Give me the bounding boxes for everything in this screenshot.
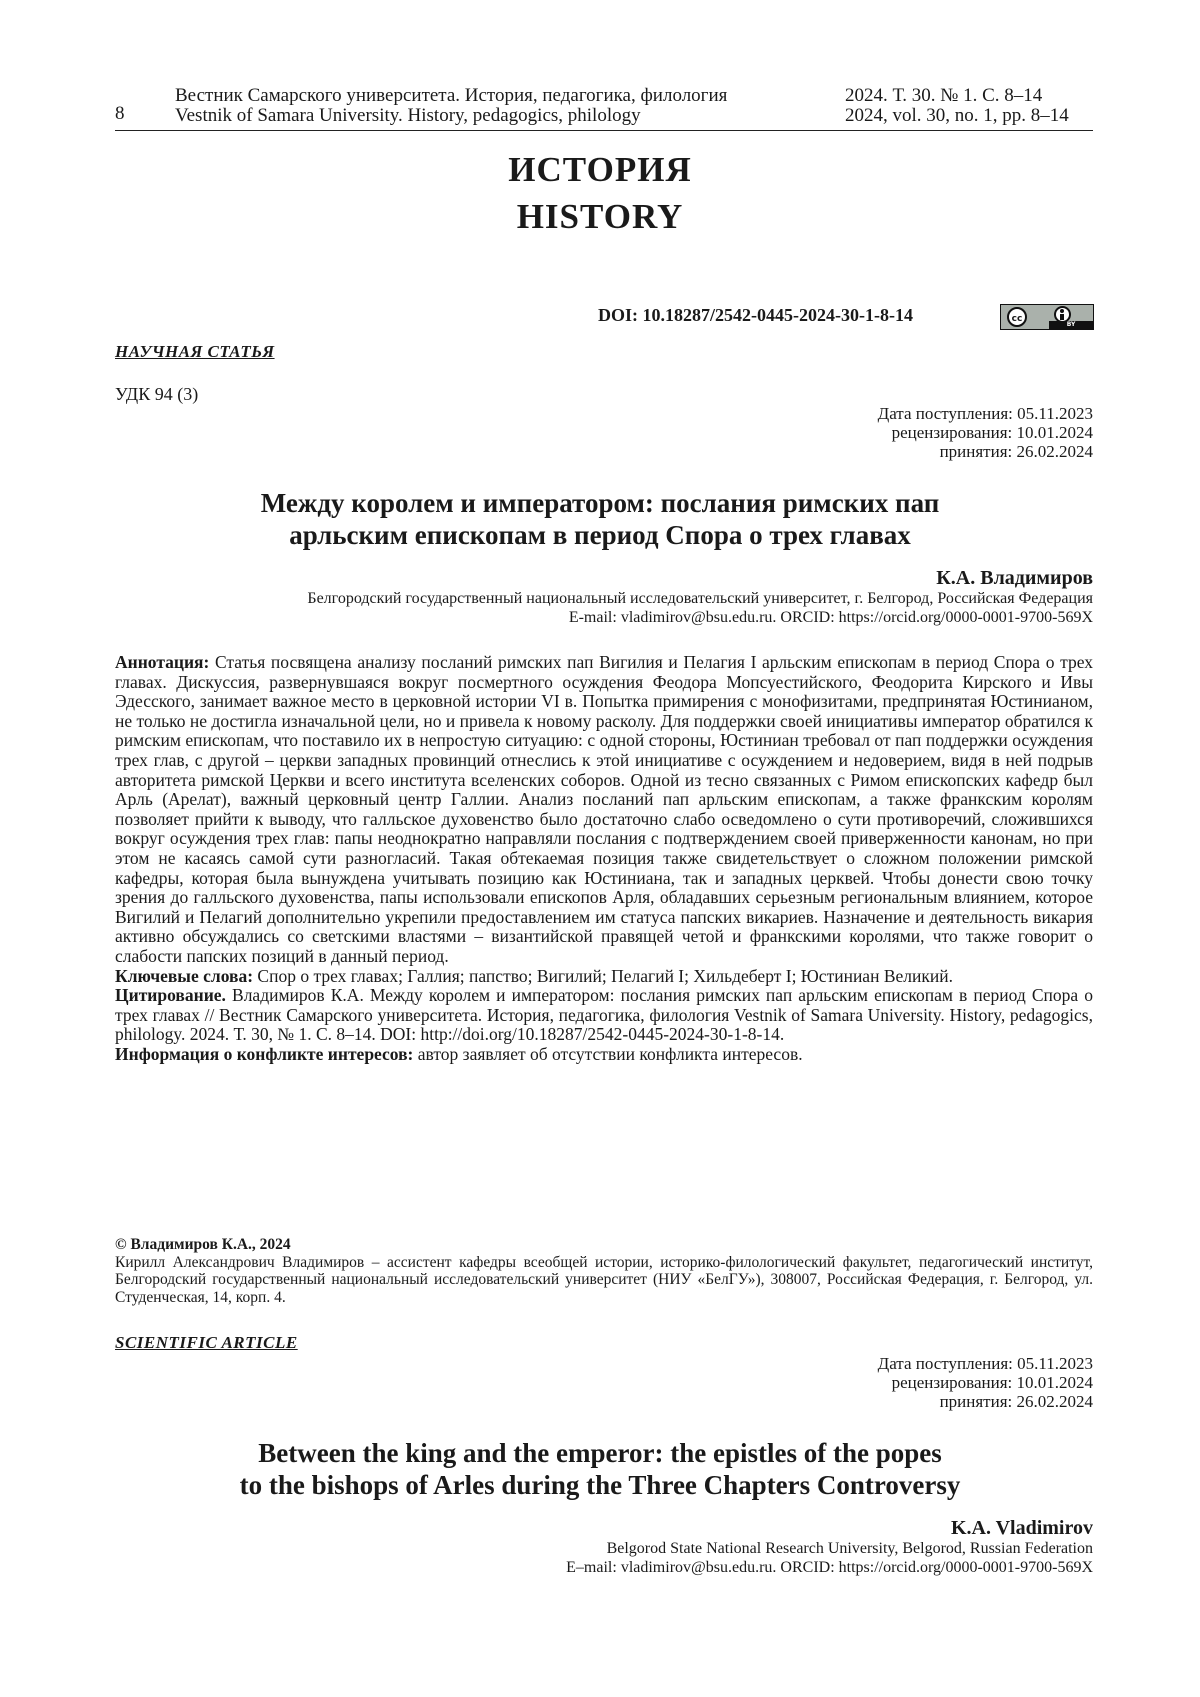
copyright-line: © Владимиров К.А., 2024	[115, 1236, 291, 1253]
submission-dates-en	[878, 1354, 1093, 1411]
article-type-label-en: SCIENTIFIC ARTICLE	[115, 1333, 298, 1352]
cc-icon: cc	[1007, 307, 1027, 327]
citation-label: Цитирование.	[115, 985, 226, 1006]
date-reviewed: рецензирования: 10.01.2024	[891, 423, 1093, 442]
author-affiliation: Белгородский государственный национальный исследовательский университет, г. Белгород, Российская Федерация	[307, 590, 1093, 607]
copyright-block	[115, 1236, 1093, 1306]
journal-title-en: Vestnik of Samara University. History, pedagogics, philology	[175, 105, 641, 126]
issue-info-ru: 2024. Т. 30. № 1. С. 8–14	[845, 85, 1043, 106]
conflict-label: Информация о конфликте интересов:	[115, 1043, 414, 1064]
article-title-en-line2: to the bishops of Arles during the Three Chapters Controversy	[239, 1470, 961, 1500]
page-number: 8	[115, 103, 125, 124]
article-title-ru-line2: арльским епископам в период Спора о трех главах	[289, 520, 911, 550]
abstract-block-ru	[115, 653, 1093, 1064]
article-title-ru-line1: Между королем и императором: послания римских пап	[260, 488, 940, 518]
author-name: К.А. Владимиров	[936, 567, 1093, 589]
cc-by-icon	[1000, 304, 1094, 330]
abstract	[115, 653, 1093, 967]
date-accepted: принятия: 26.02.2024	[939, 442, 1093, 461]
udk-code: УДК 94 (3)	[115, 384, 199, 404]
article-title-en	[0, 1437, 1200, 1501]
keywords	[115, 967, 1093, 987]
doi: DOI: 10.18287/2542-0445-2024-30-1-8-14	[598, 305, 913, 325]
article-type-label-ru: НАУЧНАЯ СТАТЬЯ	[115, 342, 275, 361]
keywords-label: Ключевые слова:	[115, 965, 254, 986]
issue-info	[845, 86, 1069, 126]
author-contacts-en: E–mail: vladimirov@bsu.edu.ru. ORCID: https://orcid.org/0000-0001-9700-569X	[566, 1558, 1093, 1576]
conflict-of-interest	[115, 1045, 1093, 1065]
author-block-ru	[307, 566, 1093, 627]
running-header	[115, 86, 1093, 131]
article-title-en-line1: Between the king and the emperor: the epistles of the popes	[258, 1438, 942, 1468]
author-bio: Кирилл Александрович Владимиров – ассистент кафедры всеобщей истории, историко-филологический факультет, педагогический институт, Белгородский государственный национальный исследовательский университет (НИУ «БелГУ»), 308007, Российская Федерация, г. Белгород, ул. Студенческая, 14, корп. 4.	[115, 1253, 1093, 1306]
author-name-en: K.A. Vladimirov	[950, 1517, 1093, 1539]
conflict-text: автор заявляет об отсутствии конфликта интересов.	[413, 1043, 803, 1064]
article-title-ru	[0, 487, 1200, 551]
journal-title	[175, 86, 727, 126]
citation	[115, 986, 1093, 1045]
by-label: BY	[1049, 321, 1093, 329]
section-title-en: HISTORY	[516, 197, 684, 236]
submission-dates-ru	[878, 404, 1093, 461]
abstract-text: Статья посвящена анализу посланий римских пап Вигилия и Пелагия I арльским епископам в период Спора о трех главах. Дискуссия, развернувшаяся вокруг посмертного осуждения Феодора Мопсуестийского, Феодорита Кирского и Ивы Эдесского, занимает важное место в церковной истории VI в. Попытка примирения с монофизитами, предпринятая Юстинианом, не только не достигла изначальной цели, но и привела к новому расколу. Для поддержки своей инициативы император обратился к римским епископам, что поставило их в непростую ситуацию: с одной стороны, Юстиниан требовал от пап поддержки осуждения трех глав, с другой – церкви западных провинций отнеслись к этой инициативе с осуждением и недоверием, видя в ней подрыв авторитета римской Церкви и всего института вселенских соборов. Одной из тесно связанных с Римом епископских кафедр был Арль (Арелат), важный церковный центр Галлии. Анализ посланий пап арльским епископам, а также франкским королям позволяет прийти к выводу, что галльское духовенство было достаточно слабо осведомлено о сути противоречий, сложившихся вокруг осуждения трех глав: папы неоднократно направляли послания с подтверждением своей приверженности канонам, но при этом не касаясь самой сути разногласий. Такая обтекаемая позиция также свидетельствует о сложном положении римской кафедры, которая была вынуждена учитывать позицию как Юстиниана, так и западных церквей. Чтобы донести свою точку зрения до галльского духовенства, папы использовали епископов Арля, обладавших серьезным региональным влиянием, которое Вигилий и Пелагий дополнительно укрепили предоставлением им статуса папских викариев. Назначение и деятельность викария активно обсуждались со светскими властями – византийской правящей четой и франкскими королями, что также говорит о слабости папских позиций в данный период.	[115, 652, 1093, 966]
date-accepted-en: принятия: 26.02.2024	[939, 1392, 1093, 1411]
author-affiliation-en: Belgorod State National Research University, Belgorod, Russian Federation	[606, 1540, 1093, 1557]
issue-info-en: 2024, vol. 30, no. 1, pp. 8–14	[845, 105, 1069, 126]
date-reviewed-en: рецензирования: 10.01.2024	[891, 1373, 1093, 1392]
author-contacts: E-mail: vladimirov@bsu.edu.ru. ORCID: https://orcid.org/0000-0001-9700-569X	[568, 608, 1093, 626]
date-received: Дата поступления: 05.11.2023	[877, 404, 1093, 423]
date-received-en: Дата поступления: 05.11.2023	[877, 1354, 1093, 1373]
keywords-text: Спор о трех главах; Галлия; папство; Вигилий; Пелагий I; Хильдеберт I; Юстиниан Великий.	[253, 965, 953, 986]
citation-text: Владимиров К.А. Между королем и императором: послания римских пап арльским епископам в период Спора о трех главах // Вестник Самарского университета. История, педагогика, филология Vestnik of Samara University. History, pedagogics, philology. 2024. Т. 30, № 1. С. 8–14. DOI: http://doi.org/10.18287/2542-0445-2024-30-1-8-14.	[115, 985, 1093, 1045]
section-title-ru: ИСТОРИЯ	[508, 150, 692, 189]
abstract-label: Аннотация:	[115, 652, 210, 672]
journal-title-ru: Вестник Самарского университета. История, педагогика, филология	[175, 85, 728, 106]
author-block-en	[566, 1516, 1093, 1577]
